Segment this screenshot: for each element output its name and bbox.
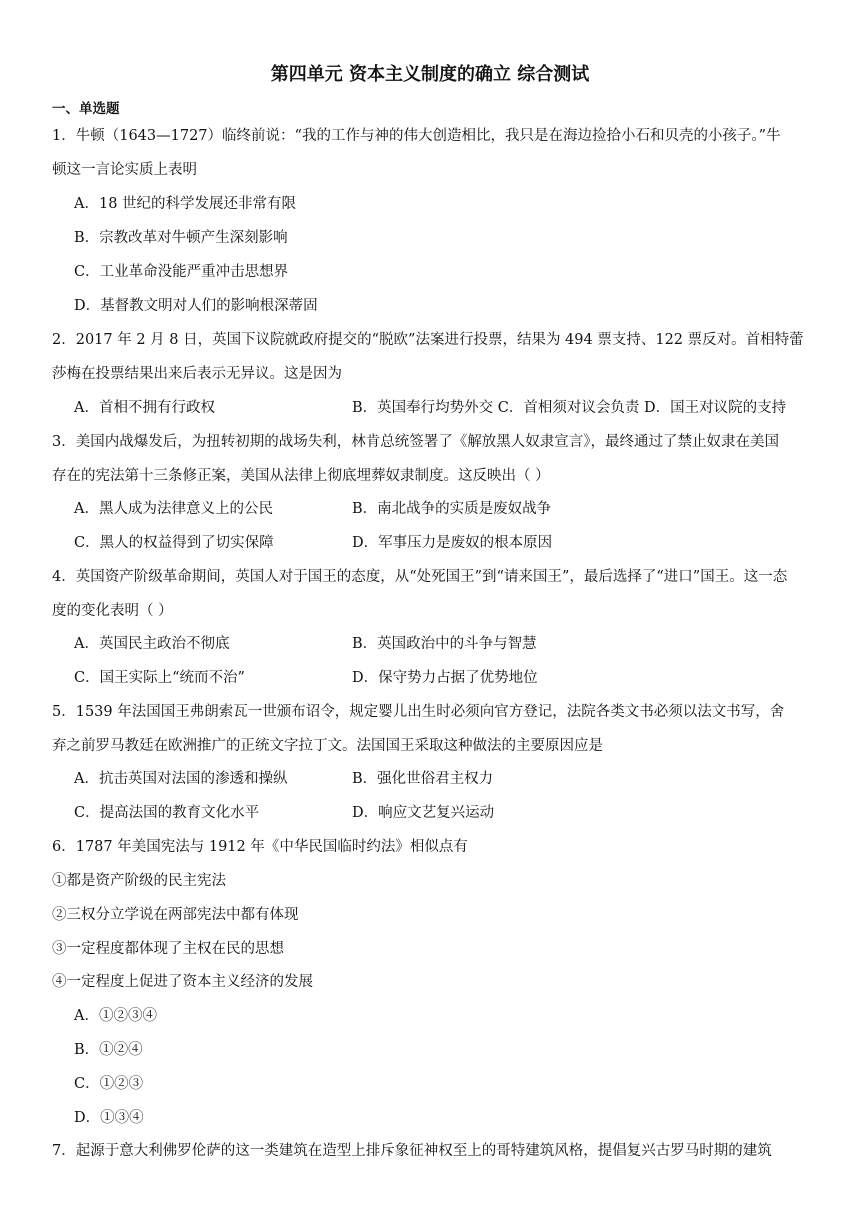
- question-6-statement-4: ④一定程度上促进了资本主义经济的发展: [52, 974, 313, 990]
- question-1-text-line2: 顿这一言论实质上表明: [52, 162, 197, 178]
- question-2-options-bcd[interactable]: B．英国奉行均势外交 C．首相须对议会负责 D．国王对议院的支持: [352, 400, 787, 416]
- question-1-option-c[interactable]: C．工业革命没能严重冲击思想界: [74, 264, 289, 280]
- question-4-text-line2: 度的变化表明（ ）: [52, 603, 173, 619]
- question-5-option-a[interactable]: A．抗击英国对法国的渗透和操纵: [74, 771, 288, 787]
- question-1-option-a[interactable]: A．18 世纪的科学发展还非常有限: [74, 196, 297, 212]
- question-3-option-d[interactable]: D．军事压力是废奴的根本原因: [352, 535, 553, 551]
- question-3-option-a[interactable]: A．黑人成为法律意义上的公民: [74, 501, 273, 517]
- question-6-statement-3: ③一定程度都体现了主权在民的思想: [52, 941, 284, 957]
- question-5-option-c[interactable]: C．提高法国的教育文化水平: [74, 805, 260, 821]
- question-4-text-line1: 4．英国资产阶级革命期间，英国人对于国王的态度，从“处死国王”到“请来国王”，最后选择了“进口”国王。这一态: [52, 569, 788, 585]
- question-6-statement-2: ②三权分立学说在两部宪法中都有体现: [52, 907, 299, 923]
- question-6-option-d[interactable]: D．①③④: [74, 1110, 144, 1126]
- question-6-option-c[interactable]: C．①②③: [74, 1076, 144, 1092]
- question-4-option-c[interactable]: C．国王实际上“统而不治”: [74, 670, 245, 686]
- question-2-option-a[interactable]: A．首相不拥有行政权: [74, 400, 215, 416]
- question-2-text-line2: 莎梅在投票结果出来后表示无异议。这是因为: [52, 366, 342, 382]
- question-4-option-a[interactable]: A．英国民主政治不彻底: [74, 636, 230, 652]
- question-3-text-line2: 存在的宪法第十三条修正案，美国从法律上彻底埋葬奴隶制度。这反映出（ ）: [52, 468, 550, 484]
- question-4-option-b[interactable]: B．英国政治中的斗争与智慧: [352, 636, 537, 652]
- question-1-text-line1: 1．牛顿（1643—1727）临终前说：“我的工作与神的伟大创造相比，我只是在海边捡拾小石和贝壳的小孩子。”牛: [52, 128, 781, 144]
- page-title: 第四单元 资本主义制度的确立 综合测试: [270, 64, 590, 85]
- question-2-text-line1: 2．2017 年 2 月 8 日，英国下议院就政府提交的“脱欧”法案进行投票，结果为 494 票支持、122 票反对。首相特蕾: [52, 332, 804, 348]
- question-3-option-c[interactable]: C．黑人的权益得到了切实保障: [74, 535, 274, 551]
- question-5-text-line1: 5．1539 年法国国王弗朗索瓦一世颁布诏令，规定婴儿出生时必须向官方登记，法院各类文书必须以法文书写，舍: [52, 704, 785, 720]
- question-5-option-b[interactable]: B．强化世俗君主权力: [352, 771, 494, 787]
- question-7-text-line1: 7．起源于意大利佛罗伦萨的这一类建筑在造型上排斥象征神权至上的哥特建筑风格，提倡复兴古罗马时期的建筑: [52, 1143, 772, 1159]
- question-6-text-line1: 6．1787 年美国宪法与 1912 年《中华民国临时约法》相似点有: [52, 839, 468, 855]
- question-6-option-a[interactable]: A．①②③④: [74, 1008, 157, 1024]
- question-6-option-b[interactable]: B．①②④: [74, 1042, 143, 1058]
- question-3-text-line1: 3．美国内战爆发后，为扭转初期的战场失利，林肯总统签署了《解放黑人奴隶宣言》，最终通过了禁止奴隶在美国: [52, 434, 779, 450]
- question-5-option-d[interactable]: D．响应文艺复兴运动: [352, 805, 495, 821]
- question-1-option-b[interactable]: B．宗教改革对牛顿产生深刻影响: [74, 230, 288, 246]
- question-6-statement-1: ①都是资产阶级的民主宪法: [52, 873, 226, 889]
- question-4-option-d[interactable]: D．保守势力占据了优势地位: [352, 670, 538, 686]
- question-1-option-d[interactable]: D．基督教文明对人们的影响根深蒂固: [74, 298, 318, 314]
- question-3-option-b[interactable]: B．南北战争的实质是废奴战争: [352, 501, 552, 517]
- question-5-text-line2: 弃之前罗马教廷在欧洲推广的正统文字拉丁文。法国国王采取这种做法的主要原因应是: [52, 738, 603, 754]
- section-heading: 一、单选题: [52, 101, 120, 117]
